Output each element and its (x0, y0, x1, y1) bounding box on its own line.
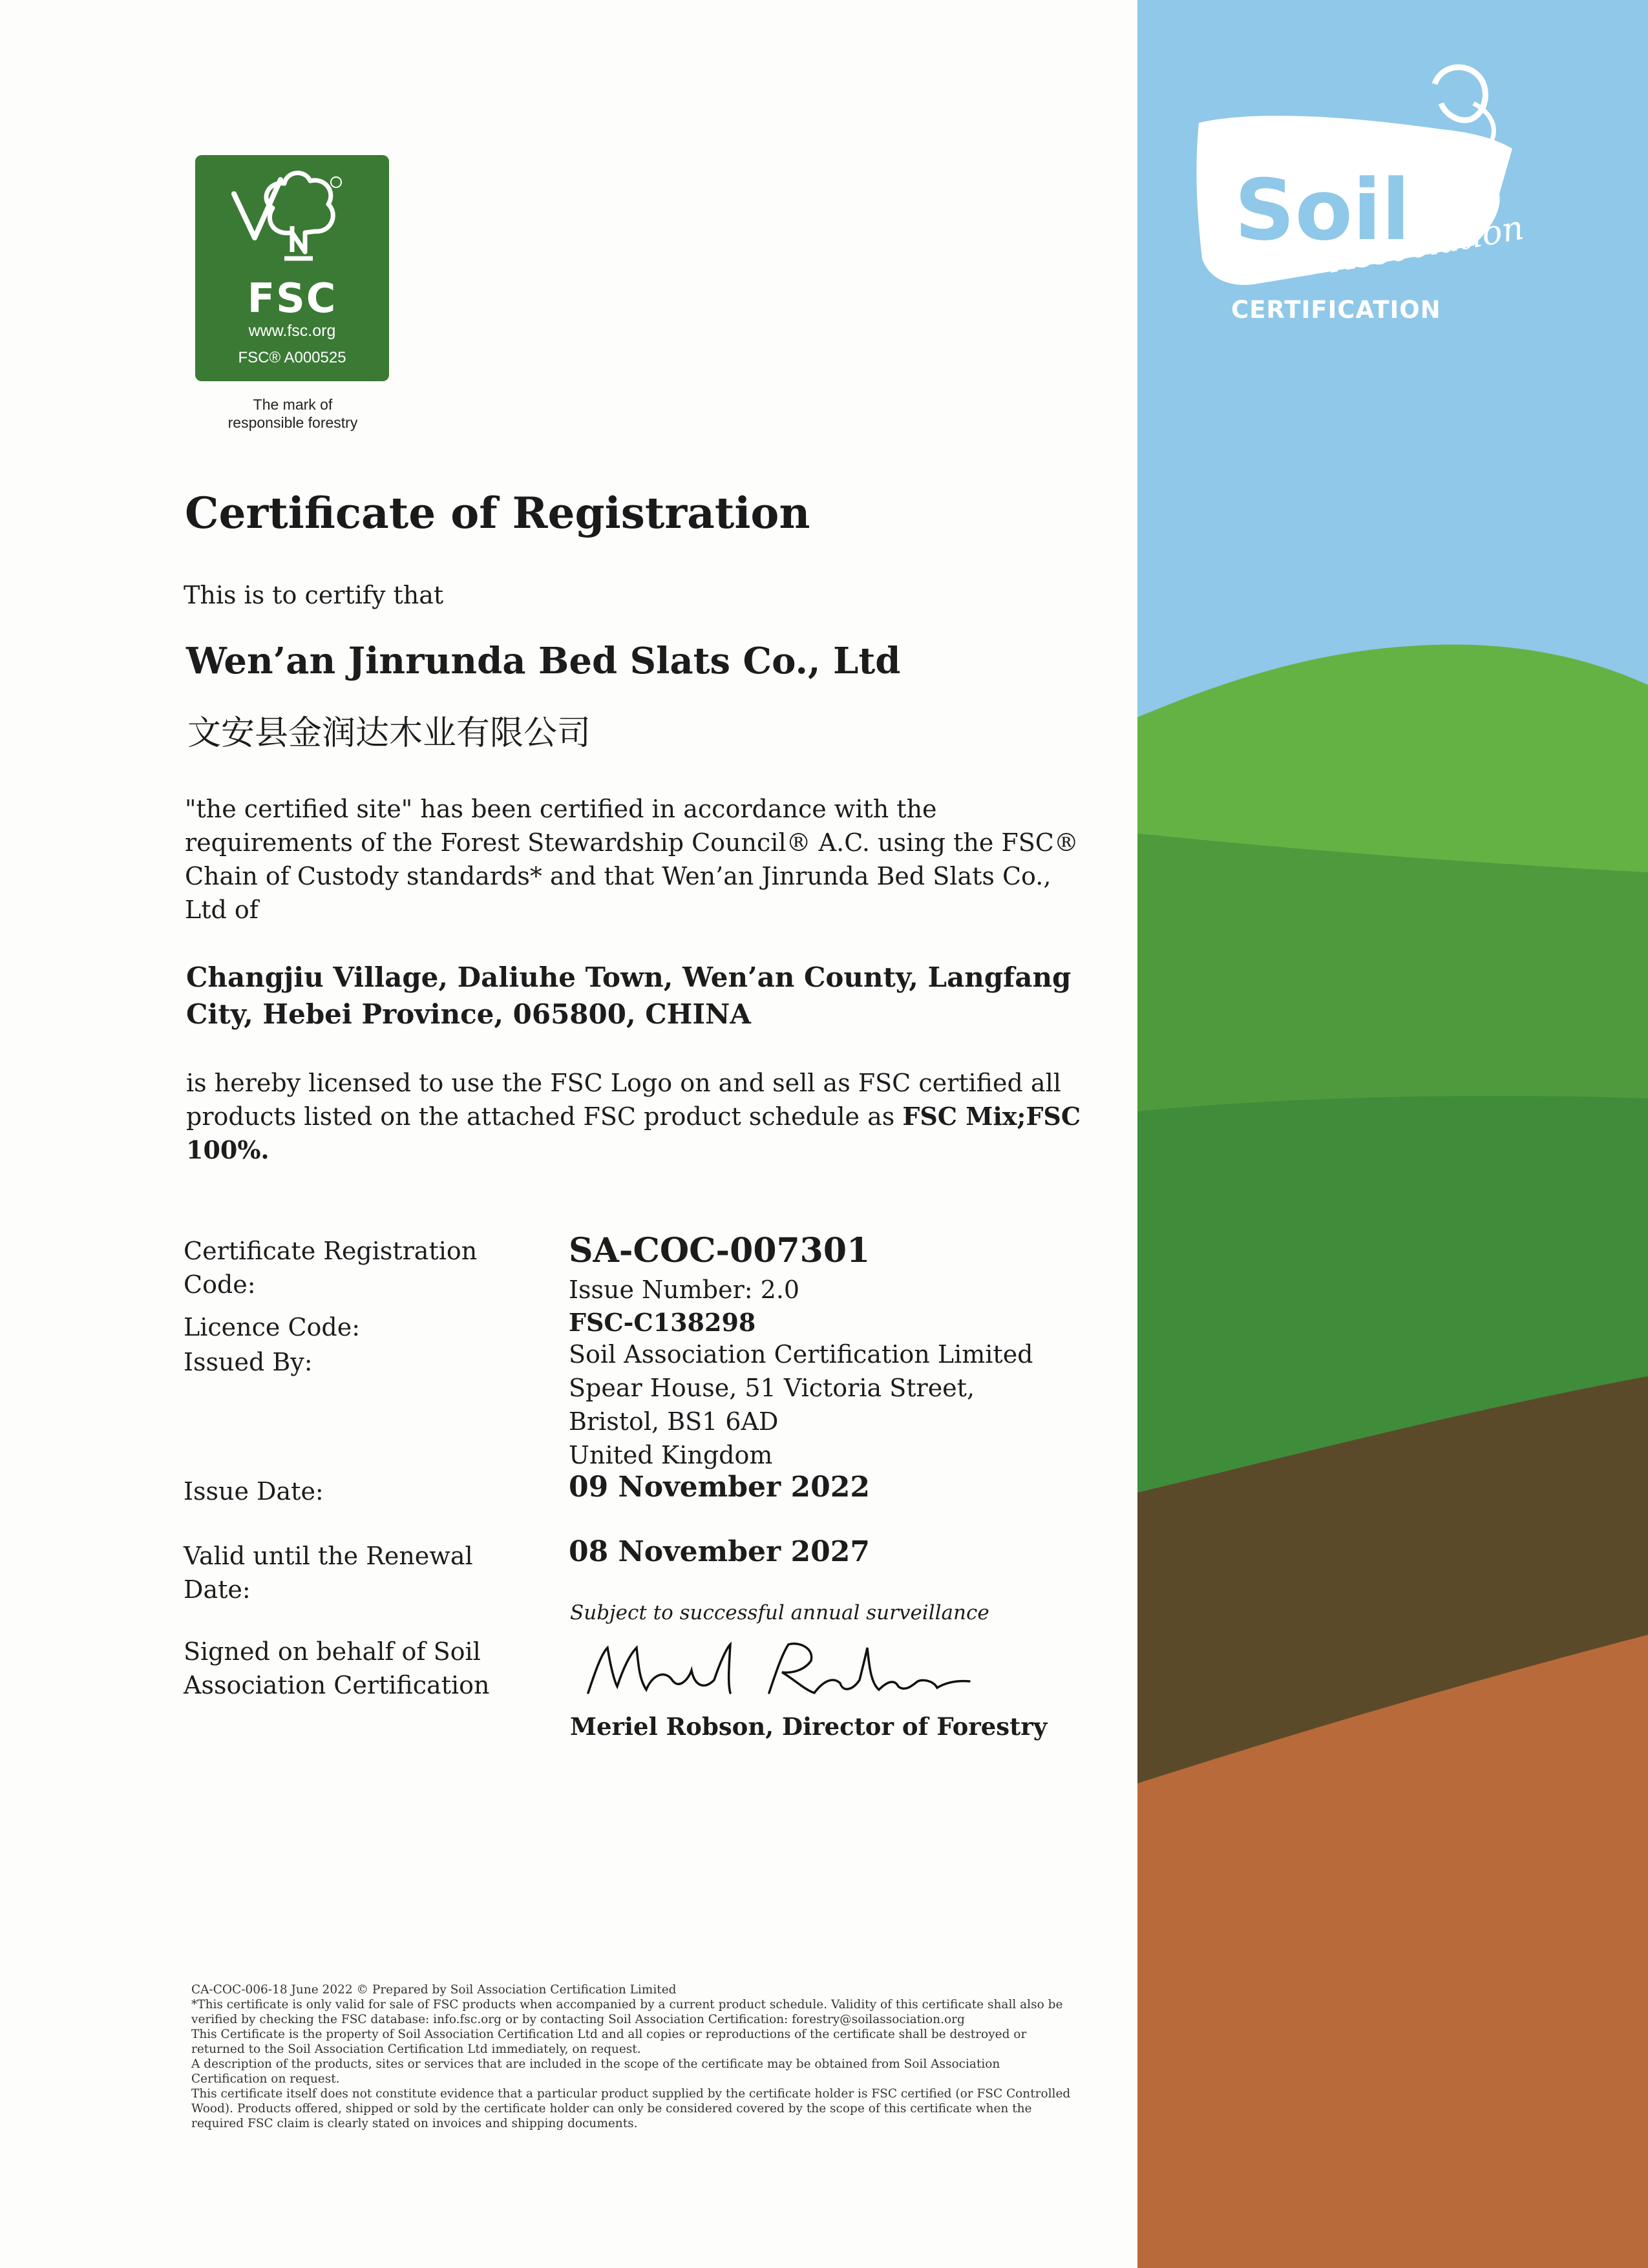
footer-small-print (191, 1982, 1141, 2131)
fsc-logo (195, 155, 389, 381)
issuer-line: Soil Association Certification Limited (569, 1340, 1033, 1369)
footer-line: verified by checking the FSC database: info.fsc.org or by contacting Soil Association Certification: forestry@soilassociation.org (191, 2013, 965, 2026)
landscape-band (1137, 0, 1648, 2268)
licence-paragraph (186, 1066, 1081, 1167)
site-address (186, 959, 1071, 1033)
paragraph-text: products listed on the attached FSC product schedule as (186, 1102, 903, 1131)
issue-number: Issue Number: 2.0 (569, 1276, 800, 1304)
issuer-line: Bristol, BS1 6AD (569, 1407, 779, 1436)
issuer-line: United Kingdom (569, 1441, 773, 1469)
label-line: Date: (184, 1575, 251, 1604)
paragraph-line: requirements of the Forest Stewardship Council® A.C. using the FSC® (185, 828, 1079, 857)
fsc-licence: FSC® A000525 (238, 349, 346, 366)
address-line: City, Hebei Province, 065800, CHINA (186, 998, 751, 1030)
valid-until-label (184, 1539, 473, 1606)
company-name-cn: 文安县金润达木业有限公司 (187, 714, 591, 753)
paragraph-line: Ltd of (185, 896, 259, 924)
intro-text: This is to certify that (184, 581, 444, 609)
issue-date-value: 09 November 2022 (569, 1471, 870, 1504)
product-claim: FSC Mix;FSC (902, 1102, 1081, 1131)
paragraph-line: is hereby licensed to use the FSC Logo on and sell as FSC certified all (186, 1069, 1061, 1097)
licence-code-value: FSC-C138298 (569, 1308, 756, 1337)
label-line: Signed on behalf of Soil (184, 1637, 481, 1666)
fsc-tagline-line: responsible forestry (227, 414, 358, 431)
footer-line: Wood). Products offered, shipped or sold by the certificate holder can only be considered covered by the scope of this certificate when the (191, 2102, 1032, 2116)
product-claim: 100%. (186, 1135, 269, 1164)
soil-logo-word: Soil (1234, 161, 1411, 259)
landscape-illustration (1137, 0, 1648, 2268)
label-line: Code: (184, 1270, 256, 1299)
reg-code-label (184, 1234, 477, 1301)
soil-logo-certification: CERTIFICATION (1231, 296, 1441, 324)
certification-paragraph (185, 792, 1079, 927)
footer-line: *This certificate is only valid for sale of FSC products when accompanied by a current product schedule. Validity of this certificate shall also be (191, 1998, 1063, 2011)
surveillance-note: Subject to successful annual surveillance (570, 1601, 989, 1624)
fsc-url: www.fsc.org (248, 322, 336, 340)
fsc-tagline (194, 395, 392, 432)
signed-on-behalf-label (184, 1635, 489, 1702)
certificate-title: Certificate of Registration (185, 488, 810, 538)
reg-code-value: SA-COC-007301 (569, 1231, 871, 1270)
footer-line: This Certificate is the property of Soil Association Certification Ltd and all copies or reproductions of the certificate shall be destroyed or (191, 2028, 1027, 2041)
footer-line: This certificate itself does not constitute evidence that a particular product supplied by the certificate holder is FSC certified (or FSC Controlled (191, 2087, 1071, 2101)
footer-line: required FSC claim is clearly stated on invoices and shipping documents. (191, 2117, 638, 2130)
footer-line: A description of the products, sites or services that are included in the scope of the certificate may be obtained from Soil Association (191, 2057, 1000, 2071)
paragraph-line: Chain of Custody standards* and that Wen’an Jinrunda Bed Slats Co., (185, 862, 1051, 890)
company-name: Wen’an Jinrunda Bed Slats Co., Ltd (186, 640, 901, 682)
tree-checkmark-icon (195, 155, 389, 275)
signatory-name: Meriel Robson, Director of Forestry (570, 1712, 1048, 1741)
label-line: Valid until the Renewal (184, 1542, 473, 1570)
soil-logo-association: Association (1328, 208, 1527, 281)
valid-until-value: 08 November 2027 (569, 1535, 870, 1568)
paragraph-line: "the certified site" has been certified in accordance with the (185, 795, 937, 823)
licence-code-label: Licence Code: (184, 1313, 361, 1341)
issue-date-label: Issue Date: (184, 1477, 324, 1506)
paragraph-line (186, 1133, 1081, 1167)
issuer-line: Spear House, 51 Victoria Street, (569, 1374, 975, 1402)
signature-image (575, 1635, 976, 1706)
issuer-address (569, 1338, 1033, 1472)
footer-line: Certification on request. (191, 2072, 340, 2086)
issued-by-label: Issued By: (184, 1348, 313, 1376)
footer-line: returned to the Soil Association Certification Ltd immediately, on request. (191, 2042, 641, 2056)
label-line: Certificate Registration (184, 1237, 478, 1265)
fsc-tagline-line: The mark of (253, 396, 333, 413)
footer-line: CA-COC-006-18 June 2022 © Prepared by Soil Association Certification Limited (191, 1983, 677, 1997)
fsc-wordmark: FSC (247, 275, 337, 322)
label-line: Association Certification (184, 1671, 490, 1699)
paragraph-line (186, 1100, 1081, 1133)
address-line: Changjiu Village, Daliuhe Town, Wen’an County, Langfang (186, 961, 1072, 993)
